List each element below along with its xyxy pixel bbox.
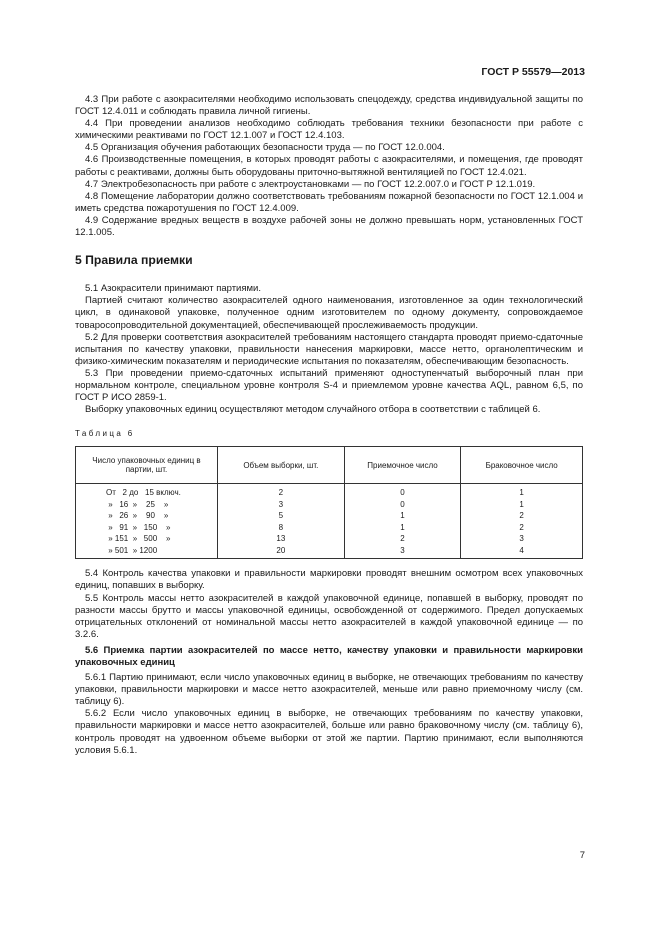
table-row bbox=[76, 484, 583, 499]
document-header: ГОСТ Р 55579—2013 bbox=[481, 66, 585, 78]
table-cell-sample-size: 13 bbox=[217, 533, 344, 545]
paragraph-5-2: 5.2 Для проверки соответствия азокрасителей требованиям настоящего стандарта проводят приемо-сдаточные испытания по качеству упаковки, правильности нанесения маркировки, массе нетто, органолептическим и физико-химическим показателям и периодические испытания по показателям, обеспечивающим безопасность. bbox=[75, 331, 583, 367]
sampling-table bbox=[75, 446, 583, 559]
table-cell-rejection: 1 bbox=[461, 484, 583, 499]
page-content bbox=[75, 94, 583, 757]
table-cell-sample-size: 20 bbox=[217, 545, 344, 559]
table-cell-rejection: 2 bbox=[461, 510, 583, 522]
table-cell-acceptance: 0 bbox=[344, 484, 461, 499]
table-cell-lot-size: » 151 » 500 » bbox=[76, 533, 218, 545]
table-row bbox=[76, 545, 583, 559]
table-cell-rejection: 3 bbox=[461, 533, 583, 545]
paragraph-4-6: 4.6 Производственные помещения, в которых проводят работы с азокрасителями, и помещения, где проводят работы с реактивами, должны быть оборудованы приточно-вытяжной вентиляцией по ГОСТ 12.4.021. bbox=[75, 154, 583, 178]
table-cell-acceptance: 1 bbox=[344, 522, 461, 534]
paragraph-4-7: 4.7 Электробезопасность при работе с электроустановками — по ГОСТ 12.2.007.0 и ГОСТ Р 12.1.019. bbox=[85, 178, 536, 190]
table-cell-sample-size: 3 bbox=[217, 499, 344, 511]
paragraph-4-9: 4.9 Содержание вредных веществ в воздухе рабочей зоны не должно превышать норм, установленных ГОСТ 12.1.005. bbox=[75, 214, 583, 239]
table-cell-acceptance: 2 bbox=[344, 533, 461, 545]
table-cell-sample-size: 2 bbox=[217, 484, 344, 499]
table-cell-lot-size: » 91 » 150 » bbox=[76, 522, 218, 534]
table-cell-lot-size: От 2 до 15 включ. bbox=[76, 484, 218, 499]
table-cell-sample-size: 8 bbox=[217, 522, 344, 534]
table-header-sample-size: Объем выборки, шт. bbox=[217, 447, 344, 484]
table-row bbox=[76, 499, 583, 511]
table-cell-lot-size: » 26 » 90 » bbox=[76, 510, 218, 522]
paragraph-4-4: 4.4 При проведении анализов необходимо соблюдать требования техники безопасности при работе с химическими реактивами по ГОСТ 12.1.007 и ГОСТ 12.4.103. bbox=[75, 118, 583, 142]
section-5-title: 5 Правила приемки bbox=[75, 253, 193, 268]
table-cell-acceptance: 1 bbox=[344, 510, 461, 522]
table-cell-rejection: 1 bbox=[461, 499, 583, 511]
table-header-lot-size: Число упаковочных единиц в партии, шт. bbox=[76, 447, 218, 484]
paragraph-5-5: 5.5 Контроль массы нетто азокрасителей в каждой упаковочной единице, попавшей в выборку, проводят по разности массы брутто и массы упаковочной единицы, освобожденной от содержимого. Предел допускаемых отрицательных отклонений от номинальной массы нетто азокрасителей в каждой упаковочной единице — по 3.2.6. bbox=[75, 592, 583, 640]
paragraph-lot-definition: Партией считают количество азокрасителей одного наименования, изготовленное за один технологический цикл, в одинаковой упаковке, полученное одним изготовителем по одному документу, сопровождаемое товаросопроводительной документацией, обеспечивающей прослеживаемость продукции. bbox=[75, 295, 583, 331]
table-cell-acceptance: 3 bbox=[344, 545, 461, 559]
table-cell-rejection: 2 bbox=[461, 522, 583, 534]
table-cell-rejection: 4 bbox=[461, 545, 583, 559]
paragraph-5-3: 5.3 При проведении приемо-сдаточных испытаний применяют одноступенчатый выборочный план при нормальном контроле, специальном уровне контроля S-4 и приемлемом уровне качества AQL, равном 6,5, по ГОСТ Р ИСО 2859-1. bbox=[75, 367, 583, 404]
paragraph-4-3: 4.3 При работе с азокрасителями необходимо использовать спецодежду, средства индивидуальной защиты по ГОСТ 12.4.011 и соблюдать правила личной гигиены. bbox=[75, 94, 583, 118]
table-caption: Таблица 6 bbox=[75, 429, 135, 439]
table-row bbox=[76, 522, 583, 534]
table-header-row bbox=[76, 447, 583, 484]
table-spacer bbox=[75, 559, 583, 568]
paragraph-5-6-2: 5.6.2 Если число упаковочных единиц в выборке, не отвечающих требованиям по качеству упаковки, правильности маркировки и массе нетто азокрасителей, больше или равно браковочному числу (см. таблицу 6), контроль проводят на удвоенном объеме выборки от этой же партии. Партию принимают, если выполняются условия 5.6.1. bbox=[75, 708, 583, 756]
paragraph-5-4: 5.4 Контроль качества упаковки и правильности маркировки проводят внешним осмотром всех упаковочных единиц, попавших в выборку. bbox=[75, 568, 583, 592]
paragraph-5-6-1: 5.6.1 Партию принимают, если число упаковочных единиц в выборке, не отвечающих требованиям по качеству упаковки, правильности маркировки и массе нетто азокрасителей, меньше или равно приемочному числу (см. таблицу 6). bbox=[75, 672, 583, 708]
table-header-acceptance: Приемочное число bbox=[344, 447, 461, 484]
page-number: 7 bbox=[579, 850, 585, 861]
paragraph-5-1: 5.1 Азокрасители принимают партиями. bbox=[85, 283, 261, 295]
subsection-5-6-title: 5.6 Приемка партии азокрасителей по массе нетто, качеству упаковки и правильности маркировки упаковочных единиц bbox=[75, 644, 583, 668]
paragraph-4-8: 4.8 Помещение лаборатории должно соответствовать требованиям пожарной безопасности по ГОСТ 12.1.004 и иметь средства пожаротушения по ГОСТ 12.4.009. bbox=[75, 190, 583, 214]
paragraph-sampling: Выборку упаковочных единиц осуществляют методом случайного отбора в соответствии с таблицей 6. bbox=[85, 404, 541, 416]
table-cell-acceptance: 0 bbox=[344, 499, 461, 511]
table-cell-sample-size: 5 bbox=[217, 510, 344, 522]
table-cell-lot-size: » 501 » 1200 bbox=[76, 545, 218, 559]
table-cell-lot-size: » 16 » 25 » bbox=[76, 499, 218, 511]
table-row bbox=[76, 533, 583, 545]
paragraph-4-5: 4.5 Организация обучения работающих безопасности труда — по ГОСТ 12.0.004. bbox=[85, 142, 445, 154]
table-header-rejection: Браковочное число bbox=[461, 447, 583, 484]
table-row bbox=[76, 510, 583, 522]
